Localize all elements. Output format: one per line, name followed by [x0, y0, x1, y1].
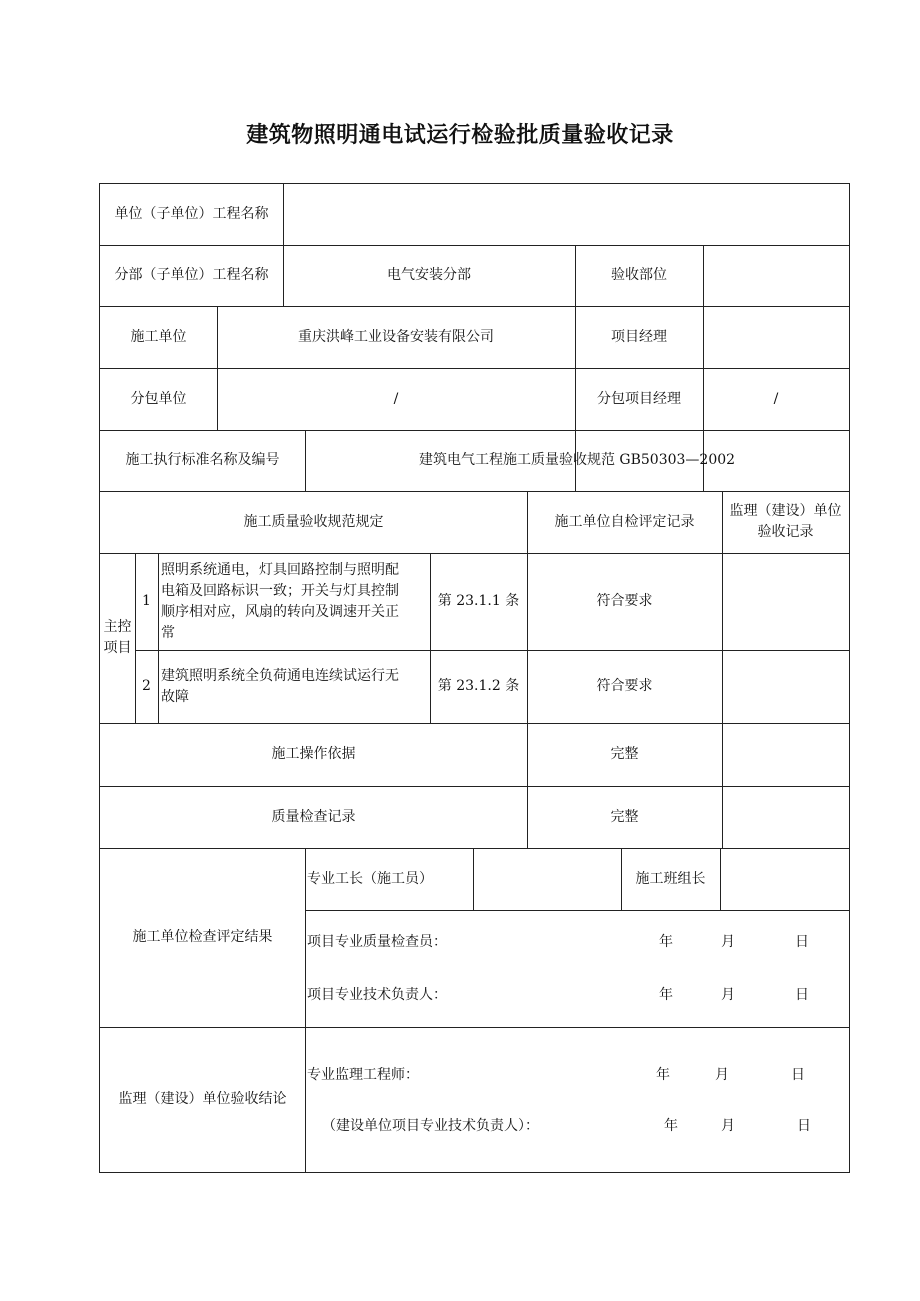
- inspector-day: 日: [795, 933, 809, 950]
- tech-lead-label: 项目专业技术负责人：: [307, 986, 447, 1003]
- item-requirement-line: 顺序相对应，风扇的转向及调速开关正: [161, 603, 399, 620]
- quality-record-value[interactable]: 完整: [610, 808, 639, 825]
- item-clause: 第 23.1.2 条: [437, 678, 520, 694]
- supervisor-header-line2: 验收记录: [757, 524, 814, 540]
- subcontract-unit-label: 分包单位: [130, 390, 187, 407]
- inspector-label: 项目专业质量检查员：: [307, 933, 447, 950]
- supervisor-header-line1: 监理（建设）单位: [729, 503, 842, 519]
- evaluation-label: 施工单位检查评定结果: [132, 929, 273, 945]
- owner-tech-lead-label: （建设单位项目专业技术负责人）：: [322, 1117, 539, 1134]
- construction-unit-label: 施工单位: [130, 328, 187, 345]
- sub-project-label: 分部（子单位）工程名称: [114, 267, 269, 283]
- item-clause: 第 23.1.1 条: [437, 593, 520, 609]
- item-number: 2: [142, 678, 151, 694]
- supervision-label: 监理（建设）单位验收结论: [118, 1091, 287, 1107]
- engineer-label: 专业监理工程师：: [307, 1066, 419, 1083]
- acceptance-part-label: 验收部位: [611, 267, 667, 283]
- engineer-month: 月: [715, 1066, 729, 1083]
- engineer-day: 日: [791, 1066, 805, 1083]
- engineer-year: 年: [656, 1066, 670, 1083]
- tech-lead-day: 日: [795, 986, 809, 1003]
- owner-year: 年: [664, 1117, 678, 1134]
- unit-project-value[interactable]: [283, 184, 849, 245]
- item-requirement-line: 建筑照明系统全负荷通电连续试运行无: [161, 667, 399, 684]
- main-control-label-line2: 项目: [103, 640, 132, 656]
- operation-basis-value[interactable]: 完整: [610, 746, 639, 762]
- item-requirement-line: 故障: [161, 688, 189, 705]
- item-requirement-line: 电箱及回路标识一致；开关与灯具控制: [161, 582, 399, 599]
- construction-unit-value[interactable]: 重庆洪峰工业设备安装有限公司: [298, 328, 494, 345]
- self-check-header: 施工单位自检评定记录: [554, 513, 695, 530]
- item-number: 1: [142, 593, 151, 609]
- subcontract-unit-value[interactable]: /: [393, 390, 399, 407]
- project-manager-label: 项目经理: [611, 328, 667, 345]
- tech-lead-year: 年: [659, 986, 673, 1003]
- inspector-year: 年: [659, 933, 673, 950]
- item-result[interactable]: 符合要求: [596, 678, 653, 694]
- item-result[interactable]: 符合要求: [596, 593, 653, 609]
- standard-label: 施工执行标准名称及编号: [125, 452, 280, 468]
- team-leader-value[interactable]: [720, 848, 849, 910]
- main-control-label-line1: 主控: [103, 619, 132, 635]
- foreman-value[interactable]: [473, 848, 621, 910]
- acceptance-part-value[interactable]: [703, 245, 849, 306]
- item-requirement-line: 常: [161, 624, 175, 641]
- spec-header: 施工质量验收规范规定: [243, 513, 384, 530]
- team-leader-label: 施工班组长: [635, 870, 706, 887]
- sub-project-value[interactable]: 电气安装分部: [387, 267, 471, 283]
- operation-basis-supervisor[interactable]: [722, 723, 849, 786]
- inspector-month: 月: [721, 933, 735, 950]
- subcontract-manager-label: 分包项目经理: [597, 390, 681, 407]
- project-manager-value[interactable]: [703, 306, 849, 368]
- owner-day: 日: [797, 1117, 811, 1134]
- foreman-label: 专业工长（施工员）: [307, 870, 433, 887]
- acceptance-record-table: [99, 183, 850, 1173]
- item-requirement: [158, 650, 430, 723]
- item-requirement-line: 照明系统通电，灯具回路控制与照明配: [161, 561, 399, 578]
- main-control-label: [100, 553, 135, 723]
- tech-lead-month: 月: [721, 986, 735, 1003]
- item-supervisor-record[interactable]: [722, 553, 849, 650]
- item-supervisor-record[interactable]: [722, 650, 849, 723]
- quality-record-label: 质量检查记录: [271, 808, 356, 825]
- owner-month: 月: [721, 1117, 735, 1134]
- operation-basis-label: 施工操作依据: [271, 746, 356, 762]
- unit-project-label: 单位（子单位）工程名称: [114, 206, 269, 222]
- quality-record-supervisor[interactable]: [722, 786, 849, 848]
- supervisor-header: [722, 491, 849, 553]
- standard-value[interactable]: 建筑电气工程施工质量验收规范 GB50303—2002: [418, 452, 736, 468]
- subcontract-manager-value[interactable]: /: [773, 390, 779, 407]
- item-requirement: [158, 553, 430, 650]
- page-title: 建筑物照明通电试运行检验批质量验收记录: [246, 123, 674, 148]
